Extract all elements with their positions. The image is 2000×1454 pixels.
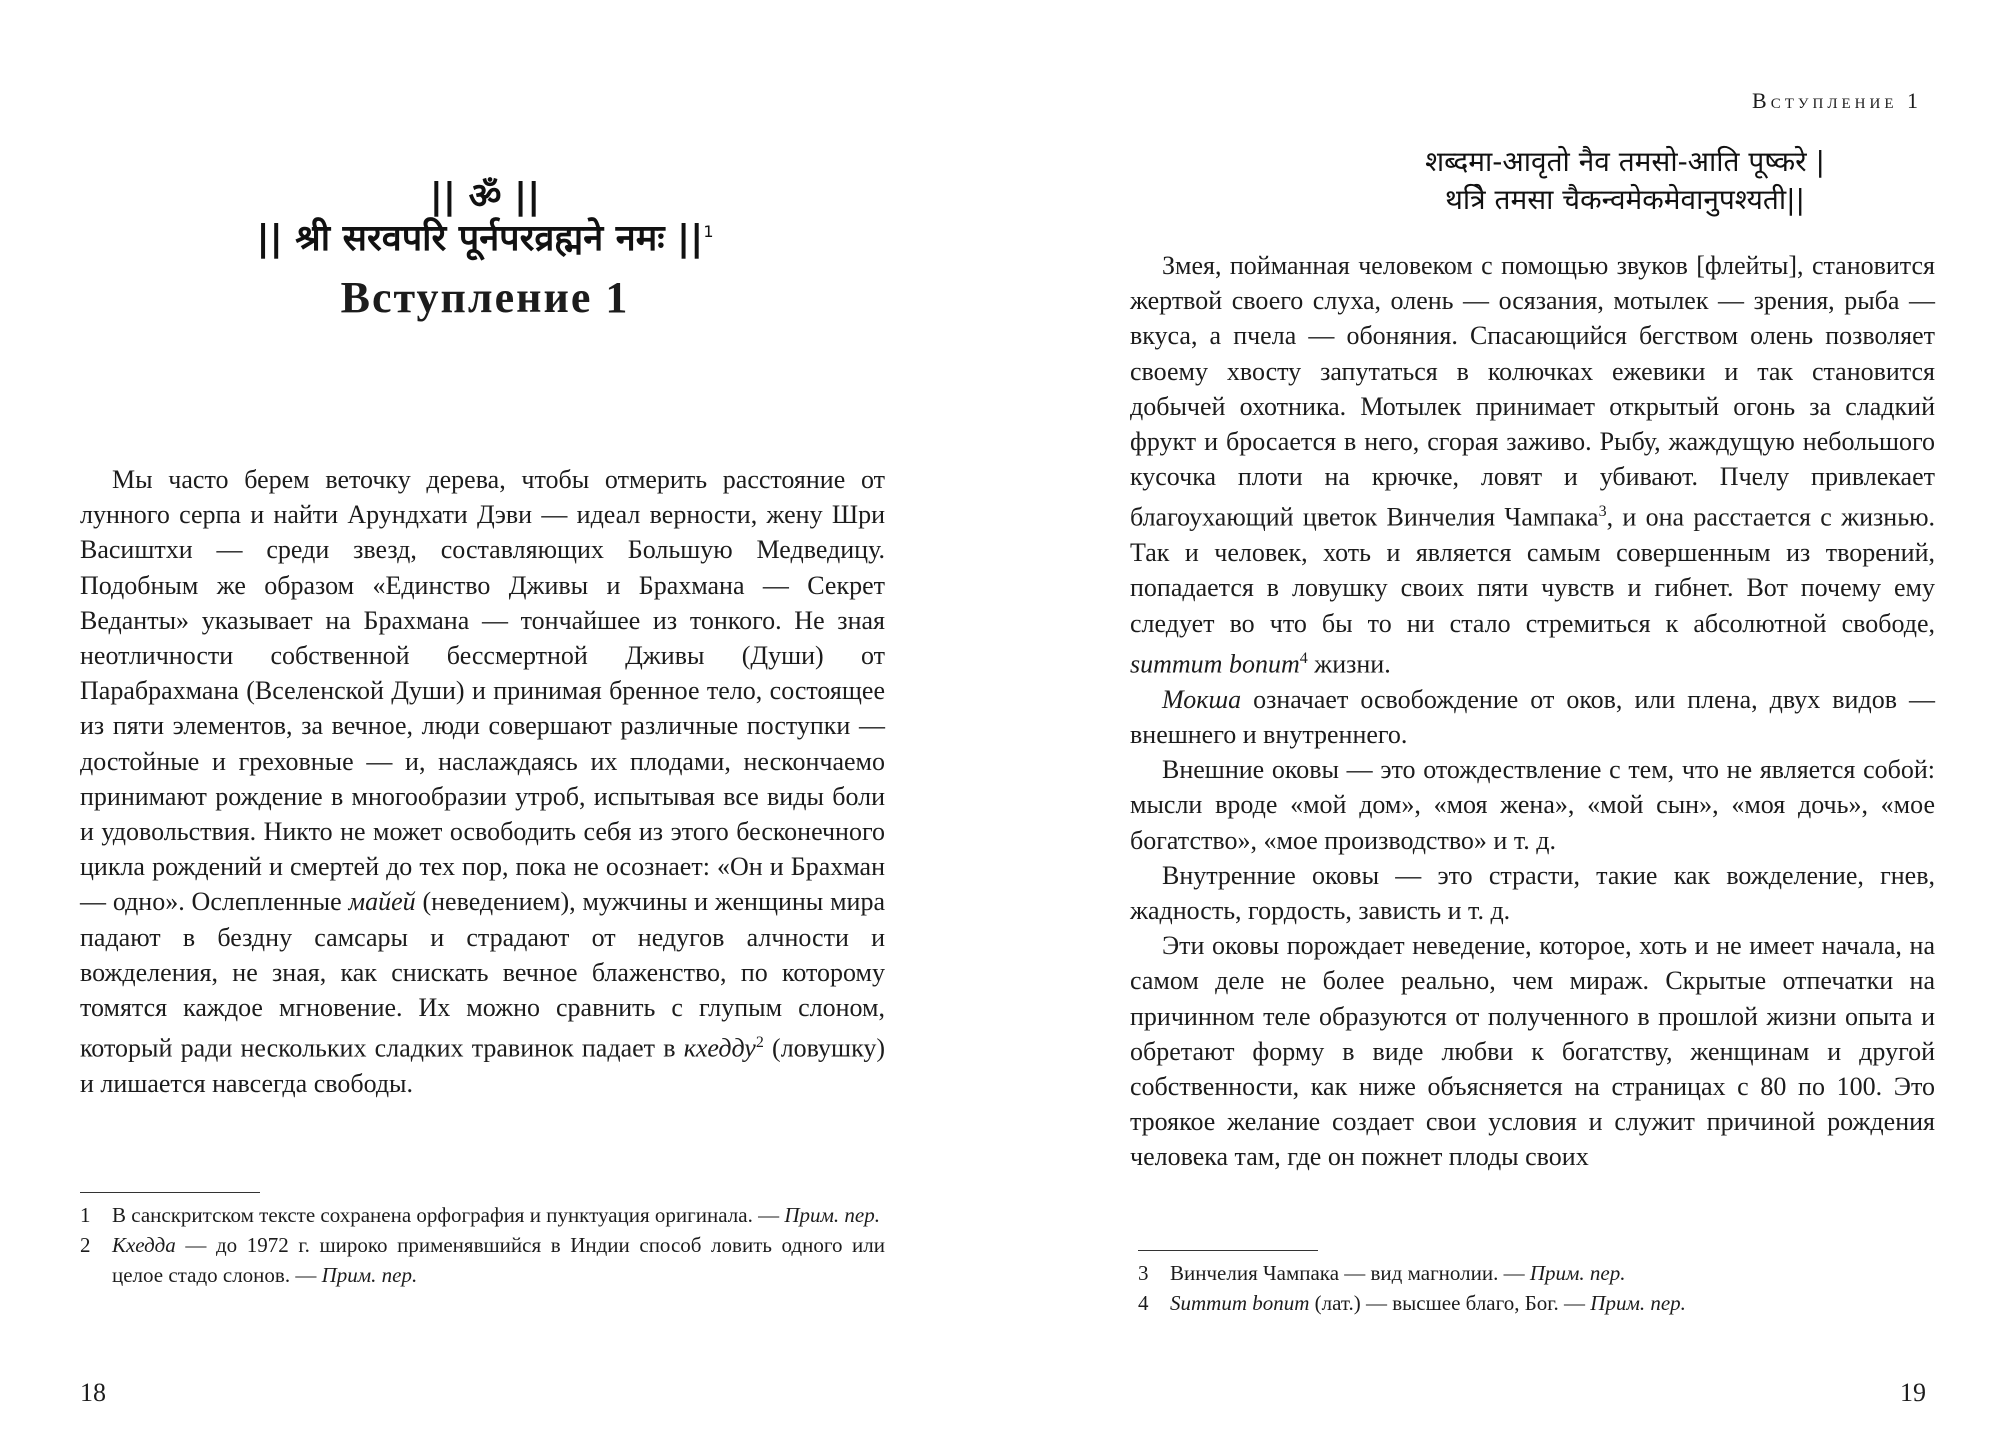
text-run: (ловушку) и лишается навсегда свободы. (80, 1033, 886, 1099)
chapter-title: Вступление 1 (340, 273, 630, 322)
italic-term: Кхедда (112, 1233, 176, 1257)
paragraph (1130, 682, 1935, 752)
text-run: Мы часто берем веточку дерева, чтобы отмерить расстояние от лунного серпа и найти Арундхати Дэви — идеал верности, жену Шри Васиштхи — среди звезд, составляющих Большую Медведицу. Подобным же образом «Единство Дживы и Брахмана — Секрет Веданты» указывает на Брахмана — тончайшее из тонкого. Не зная неотличности собственной бессмертной Дживы (Души) от Парабрахмана (Вселенской Души) и принимая бренное тело, состоящее из пяти элементов, за вечное, люди совершают различные поступки — достойные и греховные — и, наслаждаясь их плодами, нескончаемо принимают рождение в многообразии утроб, испытывая все виды боли и удовольствия. Никто не может освободить себя из этого бесконечного цикла рождений и смертей до тех пор, пока не осознает: «Он и Брахман — одно». Ослепленные (80, 465, 885, 917)
sanskrit-verse-line: शब्दमा-आवृतो नैव तमसो-आति पूष्करे | (1425, 145, 1825, 178)
footnote-ref-4: 4 (1299, 649, 1308, 667)
right-body-text (1130, 248, 1935, 1175)
sanskrit-verse-line: थत्रिे तमसा चैकन्वमेकमेवानुपश्यती|| (1445, 183, 1805, 216)
left-footnotes (80, 1200, 885, 1290)
footnote-text (1170, 1288, 1938, 1318)
footnote-number: 3 (1138, 1261, 1149, 1285)
invocation-text: || श्री सरवपरि पूर्नपरव्रह्मने नमः || (256, 218, 704, 259)
running-head: Вступление 1 (1752, 88, 1922, 113)
footnote-text (112, 1200, 885, 1230)
page-number: 19 (1900, 1378, 1926, 1407)
text-run: Змея, пойманная человеком с помощью звуков [флейты], становится жертвой своего слуха, олень — осязания, мотылек — зрения, рыба — вкуса, а пчела — обоняния. Спасающийся бегством олень позволяет своему хвосту запутаться в колючках ежевики и так становится добычей охотника. Мотылек принимает открытый огонь за сладкий фрукт и бросается в него, сгорая заживо. Рыбу, жаждущую небольшого кусочка плоти на крючке, ловят и убивают. Пчелу привлекает благоухающий цветок Винчелия Чампака (1130, 251, 1935, 533)
right-page (1000, 0, 2000, 1454)
footnote-rule (80, 1192, 260, 1193)
footnote-number: 1 (80, 1203, 91, 1227)
paragraph: Внешние оковы — это отождествление с тем, что не является собой: мысли вроде «мой дом», «моя жена», «мой сын», «моя дочь», «мое богатство», «мое производство» и т. д. (1130, 755, 1935, 855)
footnote (80, 1230, 885, 1290)
italic-term: кхедду (683, 1033, 756, 1063)
text-run: В санскритском тексте сохранена орфография и пунктуация оригинала. — (112, 1203, 785, 1227)
italic-term: майей (348, 887, 416, 917)
italic-note: Прим. пер. (784, 1203, 880, 1227)
italic-note: Прим. пер. (1529, 1261, 1626, 1285)
footnote (80, 1200, 885, 1230)
om-invocation: || ॐ || (429, 176, 541, 217)
italic-term: summum bonum (1130, 649, 1300, 679)
sanskrit-invocation (80, 212, 890, 261)
text-run: означает освобождение от оков, или плена, двух видов — внешнего и внутреннего. (1130, 684, 1935, 749)
paragraph: Внутренние оковы — это страсти, такие как вожделение, гнев, жадность, гордость, зависть и т. д. (1130, 860, 1935, 925)
text-run: Винчелия Чампака — вид магнолии. — (1170, 1261, 1530, 1285)
footnote (1138, 1288, 1938, 1318)
text-run: , и она расстается с жизнью. Так и человек, хоть и является самым совершенным из творений, попадается в ловушку своих пяти чувств и гибнет. Вот почему ему следует во что бы то ни стало стремиться к абсолютной свободе, (1130, 503, 1936, 638)
text-run: жизни. (1307, 649, 1391, 679)
paragraph: Эти оковы порождает неведение, которое, хоть и не имеет начала, на самом деле не более реально, чем мираж. Скрытые отпечатки на причинном теле образуются от полученного в прошлой жизни опыта и обретают форму в виде любви к богатству, женщинам и другой собственности, как ниже объясняется на страницах с 80 по 100. Это троякое желание создает свои условия и служит причиной рождения человека там, где он пожнет плоды своих (1130, 931, 1935, 1172)
footnote-ref-3: 3 (1598, 503, 1607, 521)
footnote-text (1170, 1258, 1938, 1288)
italic-note: Прим. пер. (1590, 1291, 1686, 1315)
paragraph (1130, 248, 1935, 682)
paragraph (80, 462, 885, 1101)
footnote-ref-1: 1 (703, 222, 714, 241)
footnote-ref-2: 2 (755, 1034, 764, 1052)
italic-term: Summum bonum (1170, 1291, 1310, 1315)
text-run: (лат.) — высшее благо, Бог. — (1309, 1291, 1591, 1315)
italic-term: Мокша (1162, 684, 1242, 714)
right-footnotes (1138, 1258, 1938, 1318)
page-number: 18 (80, 1378, 106, 1407)
footnote-number: 2 (80, 1233, 91, 1257)
footnote (1138, 1258, 1938, 1288)
footnote-rule (1138, 1250, 1318, 1251)
footnote-number: 4 (1138, 1291, 1149, 1315)
italic-note: Прим. пер. (321, 1263, 418, 1287)
text-run: (неведением), мужчины и женщины мира падают в бездну самсары и страдают от недугов алчности и вожделения, не зная, как снискать вечное блаженство, по которому томятся каждое мгновение. Их можно сравнить с глупым слоном, который ради нескольких сладких травинок падает в (80, 887, 885, 1063)
left-body-text (80, 462, 885, 1101)
text-run: — до 1972 г. широко применявшийся в Индии способ ловить одного или целое стадо слонов. — (112, 1233, 885, 1287)
footnote-text (112, 1230, 885, 1290)
